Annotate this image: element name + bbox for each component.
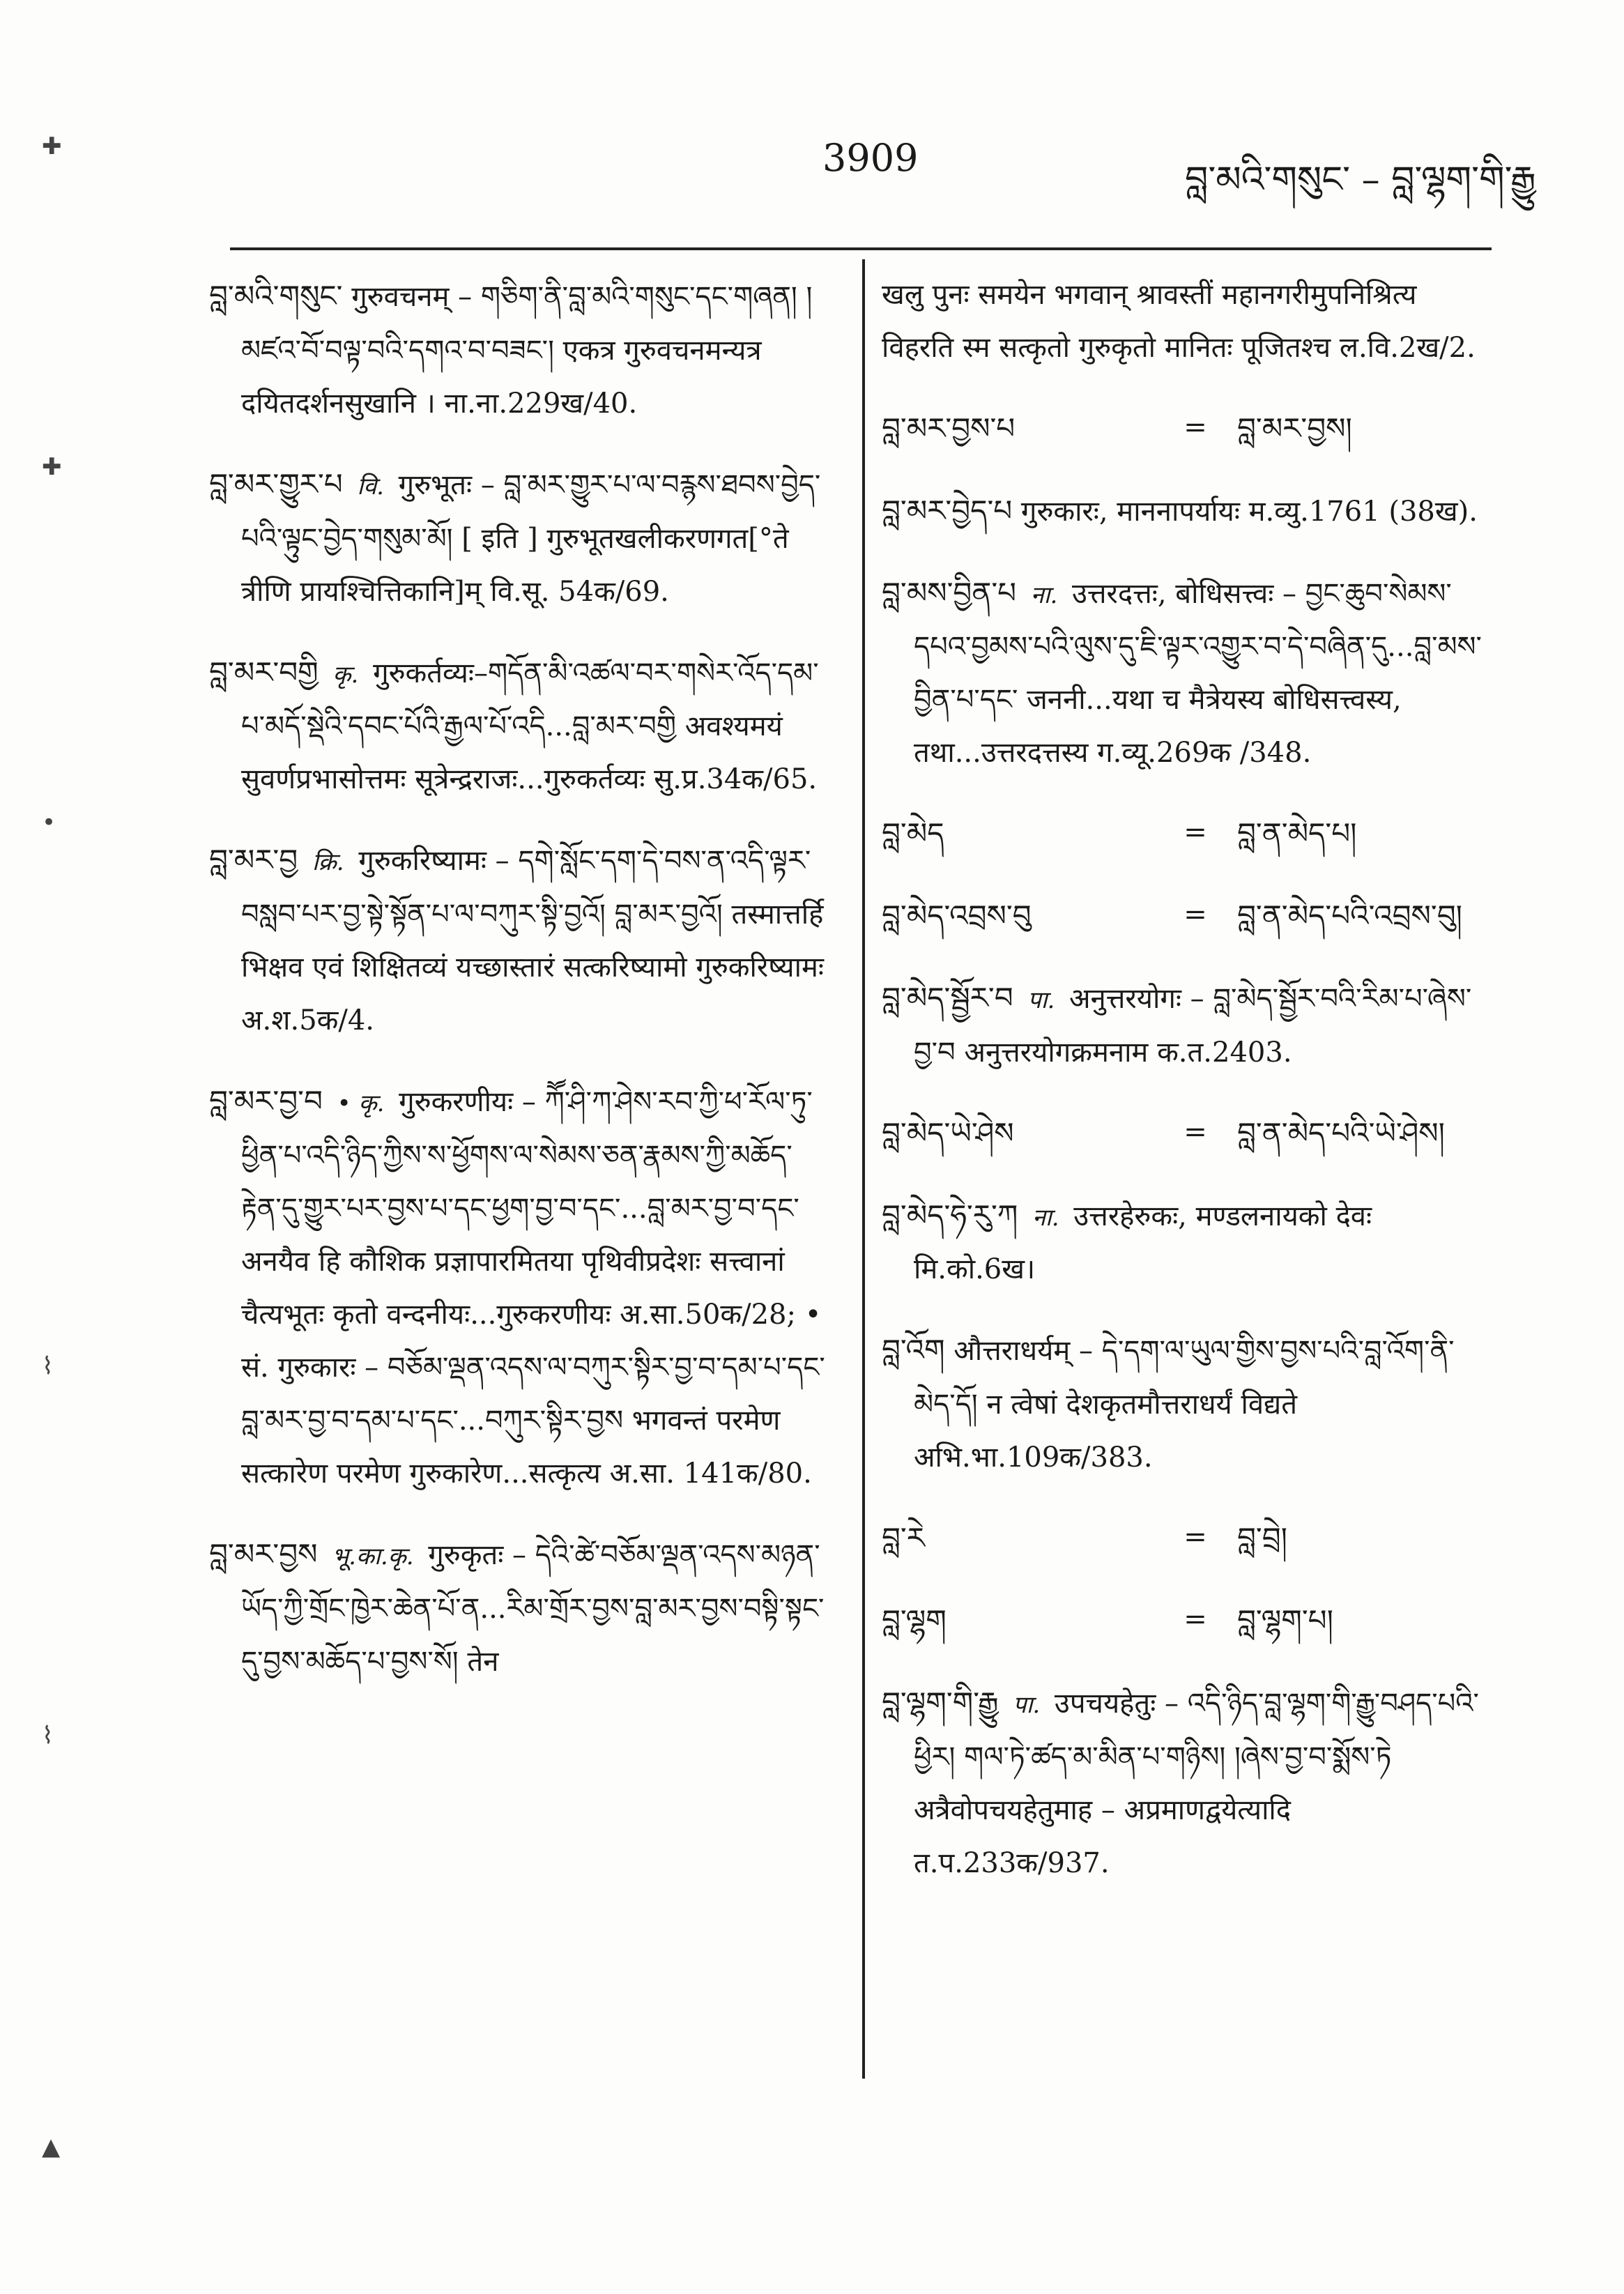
cross-reference bbox=[882, 401, 1495, 457]
entry-body: गुरुभूतः – བླ་མར་གྱུར་པ་ལ་བརྙས་ཐབས་བྱེད་པའི་ལྟུང་བྱེད་གསུམ་མོ། [ इति ] गुरुभूतखलीकरणगत[°ते त्रीणि प्रायश्चित्तिकानि]म् वि.सू. 54क/69. bbox=[241, 468, 821, 608]
dictionary-entry bbox=[209, 268, 829, 430]
headword: བླ་མར་བགྱི bbox=[209, 655, 319, 689]
headword: བླ་མར་བྱ་བ bbox=[209, 1084, 323, 1119]
cross-reference bbox=[882, 1106, 1495, 1161]
entry-body: औत्तराधर्यम् – དེ་དག་ལ་ཡུལ་གྱིས་བྱས་པའི་བླ་འོག་ནི་མེད་དོ། न त्वेषां देशकृतमौत्तराधर्यं विद्यते अभि.भा.109क/383. bbox=[914, 1335, 1455, 1474]
entry-body: गुरुकरिष्यामः – དགེ་སློང་དག་དེ་བས་ན་འདི་ལྟར་བསླབ་པར་བྱ་སྟེ་སྟོན་པ་ལ་བཀུར་སྟི་བྱའོ། བླ་མར་བྱའོ། तस्मात्तर्हि भिक्षव एवं शिक्षितव्यं यच्छास्तारं सत्करिष्यामो गुरुकरिष्यामः अ.श.5क/4. bbox=[241, 845, 824, 1037]
grammar-label: कृ. bbox=[332, 660, 359, 689]
entry-body: गुरुकृतः – དེའི་ཚེ་བཅོམ་ལྡན་འདས་མཉན་ཡོད་ཀྱི་གྲོང་ཁྱེར་ཆེན་པོ་ན...རིམ་གྲོར་བྱས་བླ་མར་བྱས་བསྟི་སྟང་དུ་བྱས་མཆོད་པ་བྱས་སོ། तेन bbox=[241, 1538, 825, 1678]
entry-body: गुरुवचनम् – གཅིག་ནི་བླ་མའི་གསུང་དང་གཞན། །མཛའ་བོ་བལྟ་བའི་དགའ་བ་བཟང་། एकत्र गुरुवचनमन्यत्र दयितदर्शनसुखानि । ना.ना.229ख/40. bbox=[241, 281, 813, 420]
dictionary-entry bbox=[209, 1073, 829, 1500]
equals-sign: = bbox=[1183, 1115, 1207, 1148]
grammar-label: • कृ. bbox=[337, 1089, 385, 1118]
column-divider bbox=[862, 259, 865, 2079]
dictionary-entry bbox=[882, 483, 1495, 539]
margin-mark: ✚ bbox=[42, 132, 62, 160]
dictionary-entry bbox=[209, 1527, 829, 1688]
entry-body: उत्तरहेरुकः, मण्डलनायको देवः मि.को.6ख। bbox=[914, 1200, 1372, 1286]
headword: བླ་མར་བྱས་པ bbox=[882, 411, 1016, 445]
grammar-label: क्रि. bbox=[312, 848, 344, 877]
left-column bbox=[209, 268, 829, 1715]
margin-mark: • bbox=[42, 809, 56, 836]
dictionary-entry bbox=[209, 457, 829, 618]
headword: བླ་མར་བྱེད་པ bbox=[882, 493, 1013, 528]
cross-reference bbox=[882, 888, 1495, 944]
dictionary-entry bbox=[882, 970, 1495, 1079]
equals-sign: = bbox=[1183, 411, 1207, 443]
headword: བླ་མེད་ཧེ་རུ་ཀ bbox=[882, 1198, 1018, 1232]
grammar-label: पा. bbox=[1027, 986, 1055, 1014]
equals-sign: = bbox=[1183, 816, 1207, 849]
cross-reference bbox=[882, 1511, 1495, 1566]
entry-continuation: खलु पुनः समयेन भगवान् श्रावस्तीं महानगरीमुपनिश्रित्य विहरति स्म सत्कृतो गुरुकृतो मानितः पूजितश्च ल.वि.2ख/2. bbox=[882, 279, 1476, 364]
reference-target: བླ་ན་མེད་པ། bbox=[1237, 816, 1357, 851]
dictionary-entry bbox=[209, 832, 829, 1047]
headword: བླ་མར་གྱུར་པ bbox=[209, 466, 343, 501]
cross-reference bbox=[882, 1593, 1495, 1649]
headword: བླ་མས་བྱིན་པ bbox=[882, 575, 1017, 610]
entry-body: गुरुकारः, माननापर्यायः म.व्यु.1761 (38ख). bbox=[1020, 495, 1478, 528]
reference-target: བླ་ན་མེད་པའི་ཡེ་ཤེས། bbox=[1237, 1115, 1445, 1150]
equals-sign: = bbox=[1183, 899, 1207, 931]
headword: བླ་འོག bbox=[882, 1333, 945, 1368]
grammar-label: ना. bbox=[1030, 581, 1058, 609]
entry-body: गुरुकरणीयः – ཀཽ་ཤི་ཀ་ཤེས་རབ་ཀྱི་ཕ་རོལ་ཏུ་ཕྱིན་པ་འདི་ཉིད་ཀྱིས་ས་ཕྱོགས་ལ་སེམས་ཅན་རྣམས་ཀྱི་མཆོད་རྟེན་དུ་གྱུར་པར་བྱས་པ་དང་ཕྱག་བྱ་བ་དང་...བླ་མར་བྱ་བ་དང་ अनयैव हि कौशिक प्रज्ञापारमितया पृथिवीप्रदेशः सत्त्वानां चैत्यभूतः कृतो वन्दनीयः...गुरुकरणीयः अ.सा.50क/28; • सं. गुरुकारः – བཅོམ་ལྡན་འདས་ལ་བཀུར་སྟིར་བྱ་བ་དམ་པ་དང་བླ་མར་བྱ་བ་དམ་པ་དང་...བཀུར་སྟིར་བྱས भगवन्तं परमेण सत्कारेण परमेण गुरुकारेण...सत्कृत्य अ.सा. 141क/80. bbox=[241, 1086, 825, 1490]
headword: བླ་མའི་གསུང་ bbox=[209, 279, 343, 313]
dictionary-entry bbox=[882, 1322, 1495, 1484]
grammar-label: पा. bbox=[1013, 1690, 1041, 1719]
reference-target: བླ་བྲེ། bbox=[1237, 1521, 1287, 1556]
margin-marks bbox=[42, 0, 70, 2294]
equals-sign: = bbox=[1183, 1521, 1207, 1554]
reference-target: བླ་ན་མེད་པའི་འབྲས་བུ། bbox=[1237, 899, 1462, 933]
dictionary-entry bbox=[209, 645, 829, 806]
dictionary-entry bbox=[882, 1188, 1495, 1297]
equals-sign: = bbox=[1183, 1603, 1207, 1635]
grammar-label: ना. bbox=[1032, 1203, 1059, 1232]
headword: བླ་མེད་སྦྱོར་བ bbox=[882, 980, 1013, 1015]
dictionary-entry bbox=[882, 1675, 1495, 1890]
page-number: 3909 bbox=[822, 136, 919, 180]
headword: བླ་མེད་འབྲས་བུ bbox=[882, 899, 1032, 933]
entry-body: अनुत्तरयोगः – བླ་མེད་སྦྱོར་བའི་རིམ་པ་ཞེས་བྱ་བ अनुत्तरयोगक्रमनाम क.त.2403. bbox=[914, 982, 1472, 1069]
right-column bbox=[882, 268, 1495, 1916]
header-rule bbox=[230, 247, 1492, 250]
entry-body: उत्तरदत्तः, बोधिसत्त्वः – བྱང་ཆུབ་སེམས་དཔའ་བྱམས་པའི་ལུས་དུ་ཇི་ལྟར་འགྱུར་བ་དེ་བཞིན་དུ...བླ་མས་བྱིན་པ་དང་ जननी...यथा च मैत्रेयस्य बोधिसत्त्वस्य, तथा...उत्तरदत्तस्य ग.व्यू.269क /348. bbox=[914, 577, 1482, 770]
headword: བླ་ལྷག bbox=[882, 1603, 947, 1637]
running-head: བླ་མའི་གསུང་ – བླ་ལྷག་གི་རྒྱུ bbox=[1185, 159, 1536, 201]
margin-mark: ✚ bbox=[42, 453, 62, 481]
reference-target: བླ་ལྷག་པ། bbox=[1237, 1603, 1333, 1637]
headword: བླ་མར་བྱས bbox=[209, 1536, 318, 1571]
entry-body: उपचयहेतुः – འདི་ཉིད་བླ་ལྷག་གི་རྒྱུ་བཤད་པའི་ཕྱིར། གལ་ཏེ་ཚད་མ་མིན་པ་གཉིས། །ཞེས་བྱ་བ་སྨོས་ཏེ अत्रैवोपचयहेतुमाह – अप्रमाणद्वयेत्यादि त.प.233क/937. bbox=[914, 1687, 1479, 1879]
headword: བླ་མར་བྱ bbox=[209, 843, 298, 878]
margin-mark: ⌇ bbox=[42, 1722, 54, 1750]
grammar-label: वि. bbox=[357, 472, 384, 500]
headword: བླ་རེ bbox=[882, 1521, 925, 1556]
headword: བླ་མེད་ཡེ་ཤེས bbox=[882, 1115, 1014, 1150]
headword: བླ་མེད bbox=[882, 816, 944, 851]
headword: བླ་ལྷག་གི་རྒྱུ bbox=[882, 1685, 999, 1720]
entry-body: गुरुकर्तव्यः–གདོན་མི་འཚལ་བར་གསེར་འོད་དམ་པ་མདོ་སྡེའི་དབང་པོའི་རྒྱལ་པོ་འདི...བླ་མར་བགྱི अवश्यमयं सुवर्णप्रभासोत्तमः सूत्रेन्द्रराजः...गुरुकर्तव्यः सु.प्र.34क/65. bbox=[241, 657, 819, 796]
margin-mark: ▲ bbox=[42, 2133, 61, 2161]
dictionary-entry bbox=[882, 565, 1495, 780]
margin-mark: ⌇ bbox=[42, 1352, 54, 1380]
grammar-label: भू.का.कृ. bbox=[332, 1542, 414, 1570]
reference-target: བླ་མར་བྱས། bbox=[1237, 411, 1352, 445]
cross-reference bbox=[882, 806, 1495, 862]
